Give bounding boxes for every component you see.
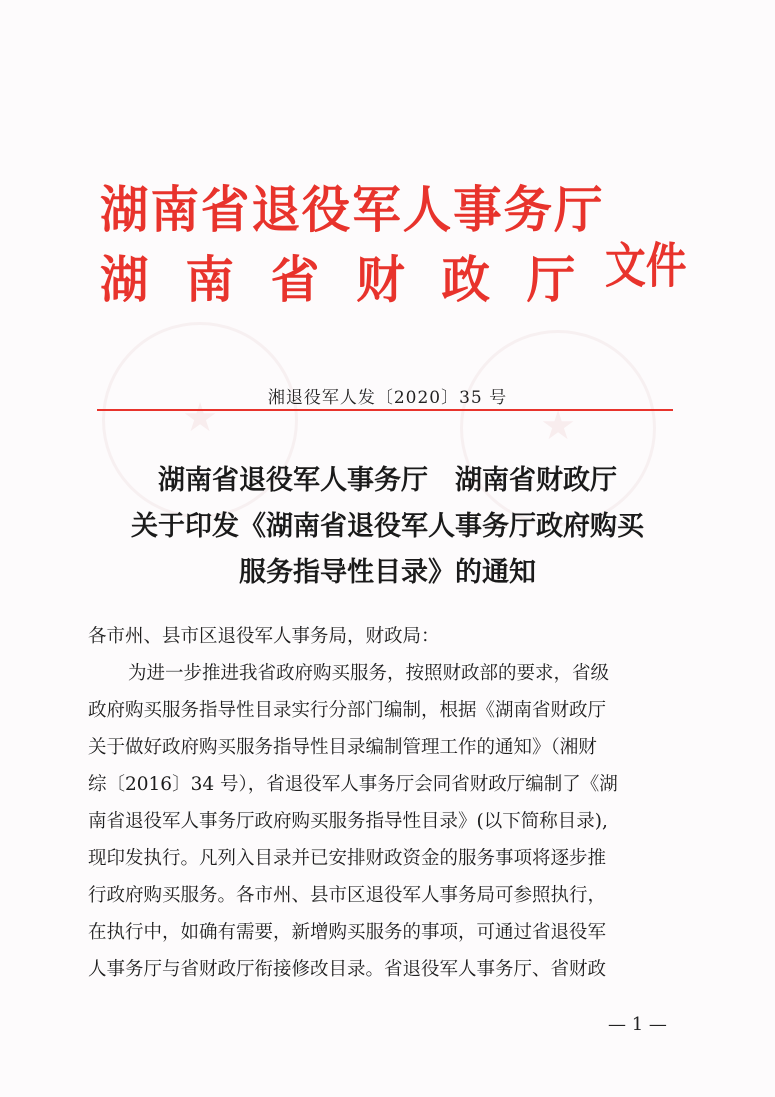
body-line: 现印发执行。凡列入目录并已安排财政资金的服务事项将逐步推: [88, 848, 607, 869]
issuer-veterans-affairs: 湖南省退役军人事务厅: [100, 180, 605, 239]
body-line: 人事务厅与省财政厅衔接修改目录。省退役军人事务厅、省财政: [88, 959, 607, 980]
body-line: 在执行中，如确有需要，新增购买服务的事项，可通过省退役军: [88, 922, 607, 943]
document-body: [88, 618, 688, 988]
seal-star-icon: ★: [540, 403, 576, 449]
issuing-organizations: [100, 180, 700, 330]
body-line: 为进一步推进我省政府购买服务，按照财政部的要求，省级: [128, 663, 610, 684]
body-line: 行政府购买服务。各市州、县市区退役军人事务局可参照执行，: [88, 885, 607, 906]
red-divider: [97, 409, 673, 411]
body-line: 政府购买服务指导性目录实行分部门编制，根据《湖南省财政厅: [88, 700, 607, 721]
body-line: 关于做好政府购买服务指导性目录编制管理工作的通知》（湘财: [88, 737, 597, 758]
body-line: 综〔2016〕34 号），省退役军人事务厅会同省财政厅编制了《湖: [88, 774, 618, 795]
seal-star-icon: ★: [182, 395, 218, 441]
document-number: 湘退役军人发〔2020〕35 号: [267, 388, 508, 408]
title-line-2: 关于印发《湖南省退役军人事务厅政府购买: [131, 511, 644, 542]
document-suffix: 文件: [605, 238, 687, 294]
body-line: 南省退役军人事务厅政府购买服务指导性目录》(以下简称目录),: [88, 811, 608, 832]
title-line-3: 服务指导性目录》的通知: [239, 557, 536, 588]
issuer-finance: 湖南省财政厅: [100, 250, 613, 309]
salutation: 各市州、县市区退役军人事务局，财政局：: [88, 626, 440, 647]
document-title: [0, 458, 775, 596]
title-line-1: 湖南省退役军人事务厅 湖南省财政厅: [158, 465, 617, 496]
page-number: — 1 —: [608, 1014, 667, 1035]
